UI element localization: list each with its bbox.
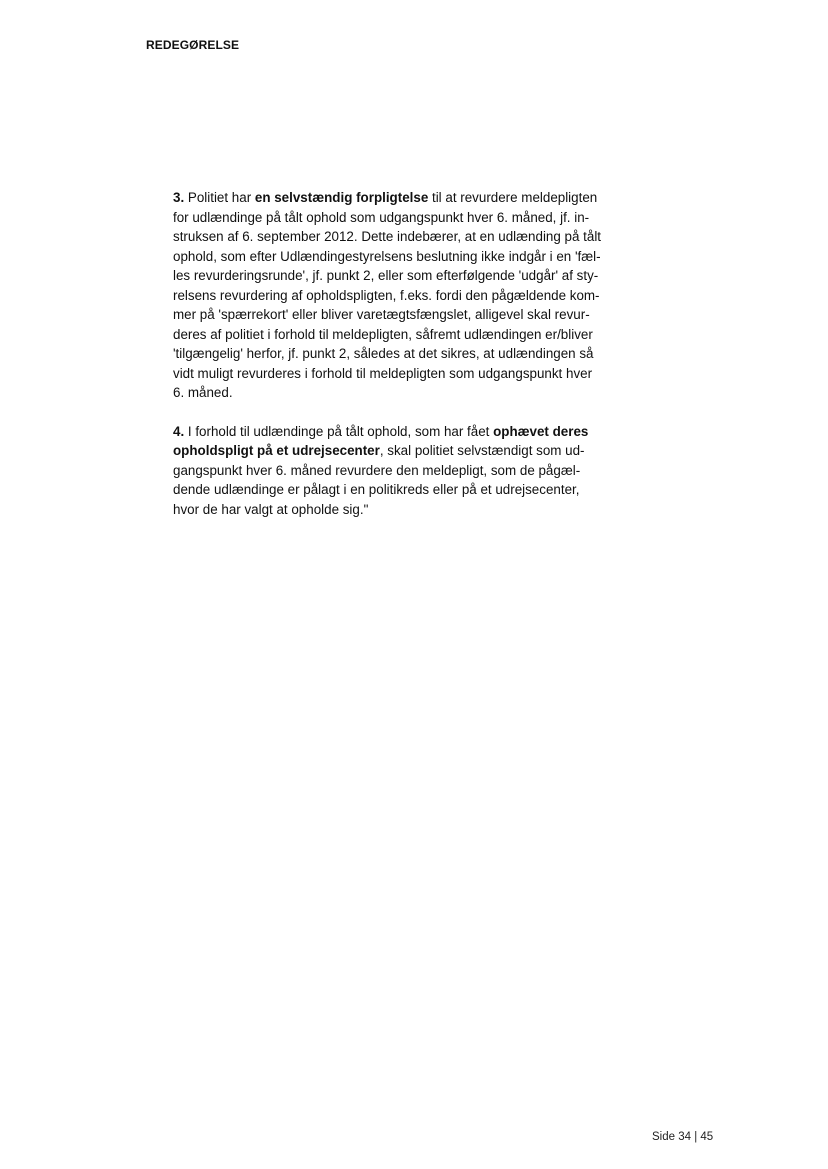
text-segment: deres af politiet i forhold til meldepligten, såfremt udlændingen er/bliver	[173, 326, 593, 342]
page-number: Side 34 | 45	[652, 1131, 714, 1143]
text-line	[173, 305, 633, 325]
text-line	[173, 227, 633, 247]
text-line	[173, 208, 633, 228]
text-line	[173, 422, 633, 442]
bold-text: en selvstændig forpligtelse	[254, 190, 429, 205]
bold-text: ophævet deres	[493, 423, 589, 439]
text-segment: Politiet har	[184, 190, 255, 205]
text-segment: 'tilgængelig' herfor, jf. punkt 2, således at det sikres, at udlændingen så	[173, 346, 594, 361]
document-header: REDEGØRELSE	[146, 38, 240, 52]
paragraph	[173, 188, 633, 403]
text-line	[173, 383, 633, 403]
text-line	[173, 247, 633, 267]
text-segment: dende udlændinge er pålagt i en politikreds eller på et udrejsecenter,	[173, 482, 580, 497]
text-segment: vidt muligt revurderes i forhold til meldepligten som udgangspunkt hver	[173, 365, 593, 381]
bold-text: 4.	[173, 423, 185, 439]
text-line	[173, 364, 633, 384]
text-segment: , skal politiet selvstændigt som ud-	[379, 443, 585, 458]
bold-text: opholdspligt på et udrejsecenter	[173, 443, 380, 458]
text-line	[173, 461, 633, 481]
text-segment: hvor de har valgt at opholde sig."	[173, 501, 369, 517]
text-line	[173, 500, 633, 520]
text-segment: struksen af 6. september 2012. Dette indebærer, at en udlænding på tålt	[173, 229, 602, 244]
text-segment: 6. måned.	[173, 385, 233, 400]
text-segment: ophold, som efter Udlændingestyrelsens beslutning ikke indgår i en 'fæl-	[173, 248, 601, 264]
text-line	[173, 480, 633, 500]
bold-text: 3.	[173, 190, 185, 205]
paragraph	[173, 422, 633, 520]
text-segment: for udlændinge på tålt ophold som udgangspunkt hver 6. måned, jf. in-	[173, 209, 590, 225]
text-segment: relsens revurdering af opholdspligten, f.eks. fordi den pågældende kom-	[173, 287, 600, 303]
text-segment: mer på 'spærrekort' eller bliver varetægtsfængslet, alligevel skal revur-	[173, 307, 590, 322]
text-line	[173, 286, 633, 306]
text-line	[173, 266, 633, 286]
text-line	[173, 441, 633, 461]
text-line	[173, 325, 633, 345]
text-line	[173, 188, 633, 208]
text-line	[173, 344, 633, 364]
text-segment: gangspunkt hver 6. måned revurdere den meldepligt, som de pågæl-	[173, 462, 581, 478]
document-body	[173, 188, 633, 538]
text-segment: I forhold til udlændinge på tålt ophold, som har fået	[184, 423, 494, 439]
text-segment: til at revurdere meldepligten	[428, 190, 598, 205]
text-segment: les revurderingsrunde', jf. punkt 2, eller som efterfølgende 'udgår' af sty-	[173, 268, 599, 283]
